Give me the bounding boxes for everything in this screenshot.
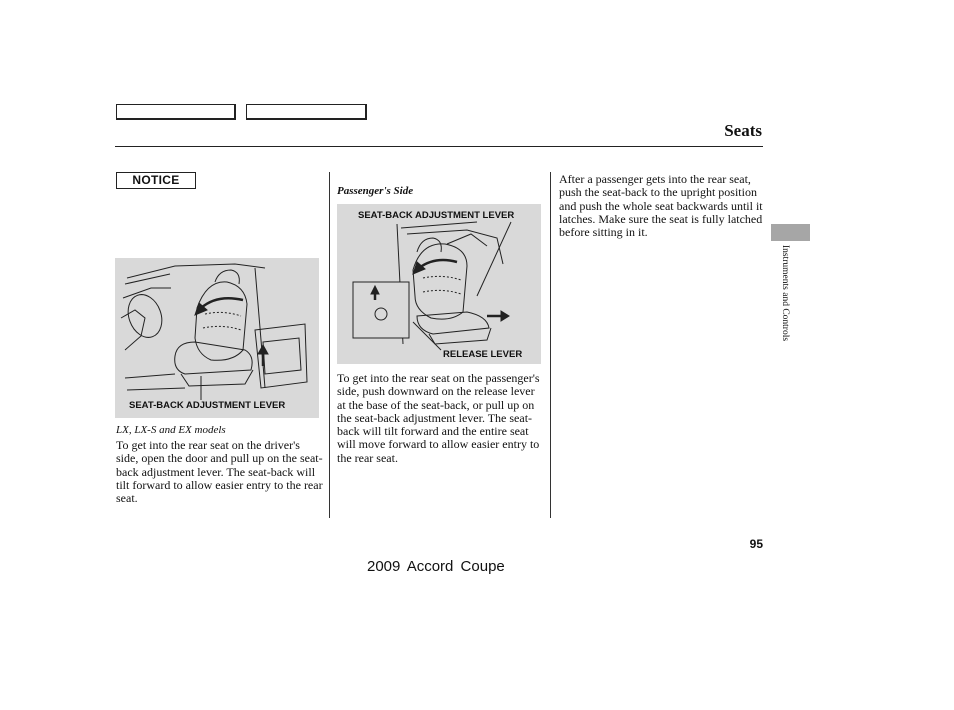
release-lever-label: RELEASE LEVER: [443, 349, 523, 360]
seat-back-lever-label-right: SEAT-BACK ADJUSTMENT LEVER: [358, 210, 515, 221]
driver-seat-illustration: [115, 258, 319, 418]
passenger-seat-drawing: [337, 204, 541, 364]
driver-seat-drawing: [115, 258, 319, 418]
passenger-seat-illustration: [337, 204, 541, 364]
nav-box-1[interactable]: [116, 104, 236, 120]
passenger-side-heading: Passenger's Side: [337, 185, 414, 197]
nav-box-2[interactable]: [246, 104, 367, 120]
column-divider-1: [329, 172, 330, 518]
left-body-text: To get into the rear seat on the driver's side, open the door and pull up on the seat-back adjustment lever. The seat-back will tilt forward to allow easier entry to the rear seat.: [116, 438, 323, 506]
header-rule: [115, 146, 763, 147]
section-tab: [771, 224, 810, 241]
right-body-text: After a passenger gets into the rear seat, push the seat-back to the upright position and push the whole seat backwards until it latches. Make sure the seat is fully latched before sitting in it.: [559, 172, 763, 240]
notice-badge: NOTICE: [116, 172, 196, 189]
seat-back-lever-label-left: SEAT-BACK ADJUSTMENT LEVER: [129, 400, 286, 411]
section-tab-text: Instruments and Controls: [780, 245, 790, 342]
left-caption: LX, LX-S and EX models: [116, 424, 226, 436]
section-tab-label: [780, 245, 792, 375]
column-divider-2: [550, 172, 551, 518]
footer-model: 2009 Accord Coupe: [367, 558, 505, 575]
middle-body-text: To get into the rear seat on the passenger's side, push downward on the release lever at the base of the seat-back, or pull up on the seat-back adjustment lever. The seat-back will tilt forward and the entire seat will move forward to allow easier entry to the rear seat.: [337, 371, 540, 465]
page-number: 95: [749, 537, 763, 551]
page-title: Seats: [724, 121, 762, 140]
